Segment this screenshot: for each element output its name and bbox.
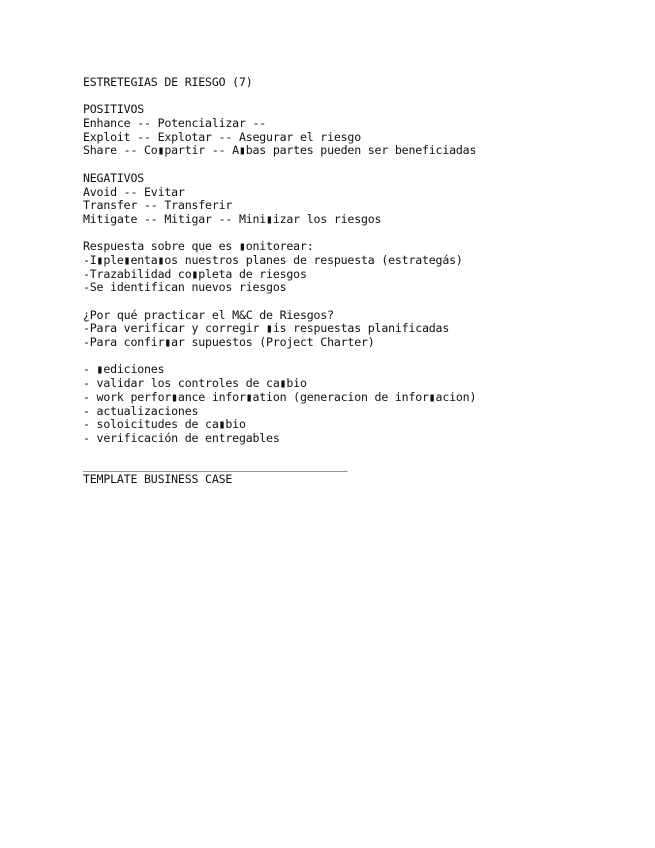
blank-line	[83, 158, 643, 172]
list-item: - soloicitudes de ca▮bio	[83, 417, 246, 432]
positivos-heading: POSITIVOS	[83, 102, 145, 117]
separator-line: _______________________________________	[83, 458, 348, 473]
blank-line	[83, 446, 643, 460]
monitoreo-heading: Respuesta sobre que es ▮onitorear:	[83, 239, 314, 254]
list-item: - verificación de entregables	[83, 430, 280, 445]
negativos-line: Transfer -- Transferir	[83, 198, 233, 213]
positivos-line: Enhance -- Potencializar --	[83, 116, 267, 131]
monitoreo-line: -I▮ple▮enta▮os nuestros planes de respuesta (estrategás)	[83, 252, 463, 267]
list-item: - ▮ediciones	[83, 362, 165, 377]
monitoreo-line: -Trazabilidad co▮pleta de riesgos	[83, 266, 307, 281]
blank-line	[83, 295, 643, 309]
blank-line	[83, 227, 643, 241]
practica-line: -Para verificar y corregir ▮is respuestas planificadas	[83, 321, 450, 336]
practica-line: -Para confir▮ar supuestos (Project Charter)	[83, 335, 375, 350]
negativos-line: Avoid -- Evitar	[83, 184, 185, 199]
positivos-line: Exploit -- Explotar -- Asegurar el riesgo	[83, 129, 361, 144]
blank-line	[83, 350, 643, 364]
blank-line	[83, 90, 643, 104]
document-title: ESTRETEGIAS DE RIESGO (7)	[83, 75, 253, 89]
positivos-line: Share -- Co▮partir -- A▮bas partes pueden ser beneficiadas	[83, 143, 477, 158]
practica-heading: ¿Por qué practicar el M&C de Riesgos?	[83, 307, 334, 322]
list-item: - actualizaciones	[83, 403, 199, 418]
negativos-heading: NEGATIVOS	[83, 170, 145, 185]
list-item: - work perfor▮ance infor▮ation (generacion de infor▮acion)	[83, 389, 477, 404]
negativos-line: Mitigate -- Mitigar -- Mini▮izar los riesgos	[83, 211, 382, 226]
monitoreo-line: -Se identifican nuevos riesgos	[83, 280, 287, 295]
list-item: - validar los controles de ca▮bio	[83, 376, 307, 391]
document-text	[83, 76, 643, 487]
footer-heading: TEMPLATE BUSINESS CASE	[83, 471, 233, 486]
